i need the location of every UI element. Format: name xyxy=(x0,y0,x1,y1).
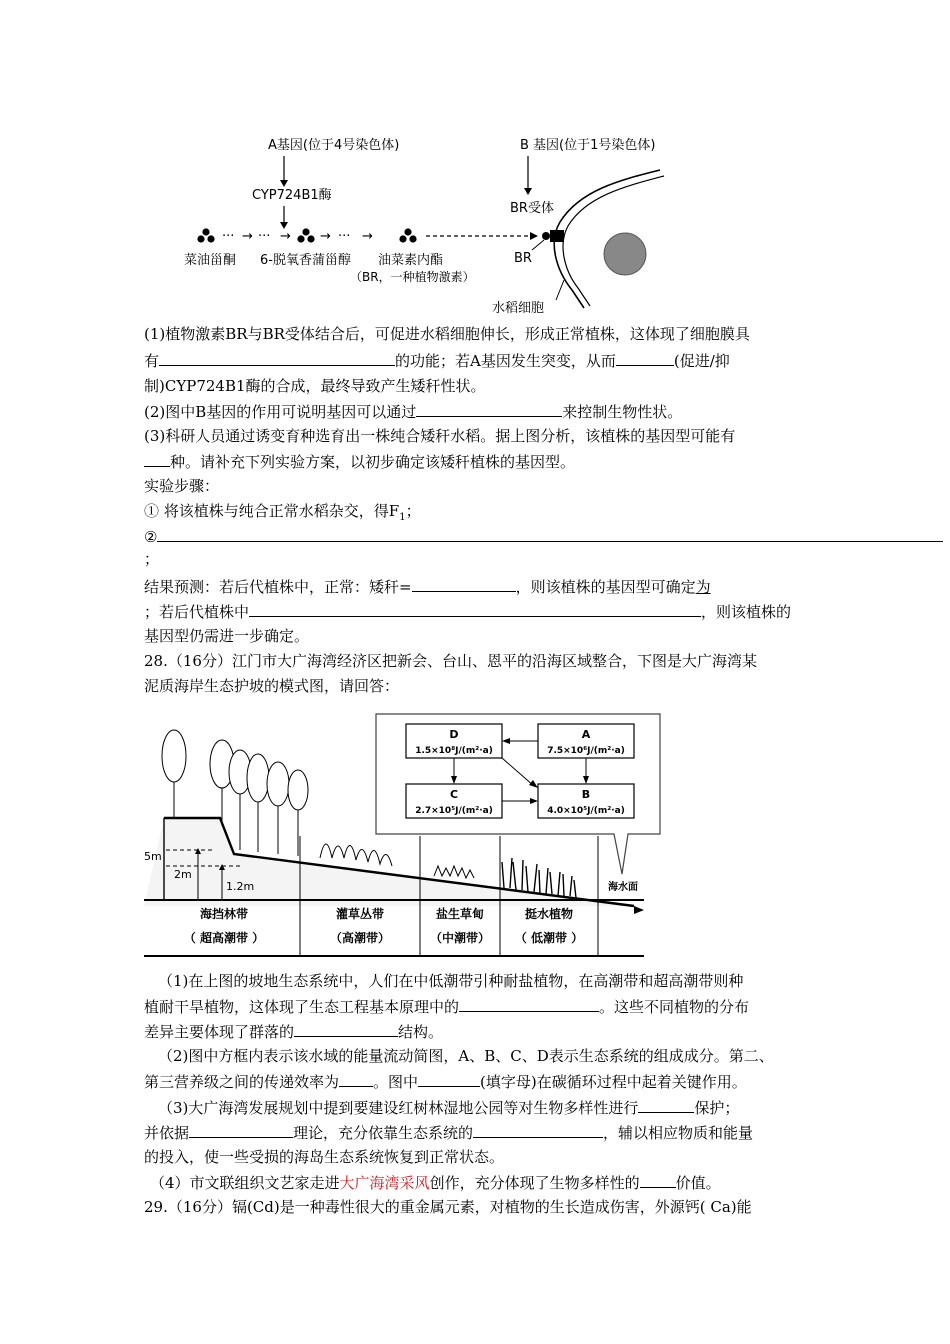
q28-s3-line3: 的投入，使一些受损的海岛生态系统恢复到正常状态。 xyxy=(144,1148,505,1166)
zone-name: 盐生草甸 xyxy=(435,907,485,921)
molecule-icon xyxy=(399,228,416,242)
q28-intro-line1: 28.（16分）江门市大广海湾经济区把新会、台山、恩平的沿海区域整合，下图是大广海湾某 xyxy=(144,652,757,670)
answer-blank[interactable] xyxy=(616,349,674,366)
answer-blank[interactable] xyxy=(144,450,170,467)
cell-membrane-outer xyxy=(554,170,660,308)
zone-tide: （ 超高潮带 ） xyxy=(183,931,265,945)
receptor-icon xyxy=(550,230,564,242)
q28-intro-line2: 泥质海岸生态护坡的模式图，请回答： xyxy=(144,677,400,695)
zone-name: 灌草丛带 xyxy=(335,907,385,921)
compound-3: 油菜素内酯 xyxy=(378,253,444,268)
q28-s2-line2: 第三营养级之间的传递效率为 。图中 (填字母)在碳循环过程中起着关键作用。 xyxy=(144,1070,747,1093)
compound-1: 菜油甾酮 xyxy=(184,253,237,268)
q27-part1-line1: (1)植物激素BR与BR受体结合后，可促进水稻细胞伸长，形成正常植株，这体现了细胞膜具 xyxy=(144,325,750,343)
cell-label: 水稻细胞 xyxy=(492,301,545,316)
compound-2: 6-脱氧香蒲甾醇 xyxy=(260,253,351,268)
slope-ecology-diagram xyxy=(144,706,664,960)
svg-text:B: B xyxy=(581,788,591,801)
q28-s1-line3: 差异主要体现了群落的 结构。 xyxy=(144,1020,443,1043)
prediction-line3: 基因型仍需进一步确定。 xyxy=(144,627,310,645)
svg-text:1.5×10⁸J/(m²·a): 1.5×10⁸J/(m²·a) xyxy=(415,746,493,756)
height-2m: 2m xyxy=(174,868,192,881)
pathway-dots-1: ··· xyxy=(222,229,235,244)
answer-blank[interactable] xyxy=(640,1171,676,1188)
svg-text:A: A xyxy=(581,728,591,741)
answer-blank[interactable] xyxy=(473,1121,603,1138)
br-pointer xyxy=(532,240,544,250)
zone-name: 海挡林带 xyxy=(199,907,249,921)
svg-text:4.0×10⁵J/(m²·a): 4.0×10⁵J/(m²·a) xyxy=(547,806,625,816)
grass-icon xyxy=(434,866,474,878)
q27-part1-line3: 制)CYP724B1酶的合成，最终导致产生矮秆性状。 xyxy=(144,377,486,395)
br-molecule xyxy=(542,232,550,240)
answer-blank[interactable] xyxy=(638,1096,694,1113)
box-C xyxy=(406,784,502,818)
zone-tide: （中潮带） xyxy=(429,931,491,945)
prediction-line1: 结果预测：若后代植株中，正常：矮秆= ，则该植株的基因型可确定为 xyxy=(144,575,711,598)
zone-tide: （ 低潮带 ） xyxy=(514,931,584,945)
step-2: ② xyxy=(144,525,943,548)
svg-text:7.5×10⁶J/(m²·a): 7.5×10⁶J/(m²·a) xyxy=(547,746,625,756)
answer-blank[interactable] xyxy=(157,525,943,542)
steps-heading: 实验步骤： xyxy=(144,477,220,495)
b-gene-label: B 基因(位于1号染色体) xyxy=(520,138,656,153)
pathway-dots-2: ··· xyxy=(258,229,271,244)
height-5m: 5m xyxy=(144,850,162,863)
answer-blank[interactable] xyxy=(416,400,562,417)
q27-part3-line1: (3)科研人员通过诱变育种选育出一株纯合矮秆水稻。据上图分析，该植株的基因型可能有 xyxy=(144,427,736,445)
step-1: ① 将该植株与纯合正常水稻杂交，得$F_1$； xyxy=(144,502,421,523)
pathway-arrow-1: → xyxy=(242,229,253,244)
answer-blank[interactable] xyxy=(159,349,395,366)
answer-blank[interactable] xyxy=(339,1070,373,1087)
br-note: （BR，一种植物激素） xyxy=(350,270,475,284)
answer-blank[interactable] xyxy=(189,1121,293,1138)
box-A xyxy=(538,724,634,758)
br-pathway-diagram xyxy=(180,130,690,320)
step-2-end: ； xyxy=(144,550,160,568)
pathway-arrow-2: → xyxy=(280,229,291,244)
answer-blank[interactable] xyxy=(459,995,599,1012)
pathway-dots-3: ··· xyxy=(338,229,351,244)
height-1.2m: 1.2m xyxy=(226,880,255,893)
box-D xyxy=(406,724,502,758)
nucleus-icon xyxy=(604,233,646,275)
q27-part2-line: (2)图中B基因的作用可说明基因可以通过 来控制生物性状。 xyxy=(144,400,682,423)
q27-part3-line2: 种。请补充下列实验方案，以初步确定该矮秆植株的基因型。 xyxy=(144,450,575,473)
highlighted-text: 大广海湾采风 xyxy=(339,1174,430,1192)
q29-line: 29.（16分）镉(Cd)是一种毒性很大的重金属元素，对植物的生长造成伤害，外源钙( Ca)能 xyxy=(144,1198,752,1216)
svg-text:2.7×10⁵J/(m²·a): 2.7×10⁵J/(m²·a) xyxy=(415,806,493,816)
br-receptor-label: BR受体 xyxy=(510,201,554,216)
q28-s3-line2: 并依据 理论，充分依靠生态系统的 ，辅以相应物质和能量 xyxy=(144,1121,753,1144)
answer-blank[interactable] xyxy=(412,575,516,592)
molecule-icon xyxy=(297,228,314,242)
zone-tide: （高潮带） xyxy=(329,931,391,945)
q27-part1-line2: 有 的功能；若A基因发生突变，从而 (促进/抑 xyxy=(144,349,730,372)
q28-s1-line1: （1)在上图的坡地生态系统中，人们在中低潮带引种耐盐植物，在高潮带和超高潮带则种 xyxy=(158,972,744,990)
q28-s2-line1: （2)图中方框内表示该水域的能量流动简图，A、B、C、D表示生态系统的组成成分。第二、 xyxy=(158,1047,774,1065)
br-label: BR xyxy=(514,251,532,266)
cell-pointer xyxy=(556,280,564,300)
answer-blank[interactable] xyxy=(249,600,701,617)
svg-text:D: D xyxy=(449,728,459,741)
enzyme-label: CYP724B1酶 xyxy=(252,188,332,203)
shrub-icon xyxy=(320,844,392,866)
sea-surface-label: 海水面 xyxy=(608,882,638,893)
molecule-icon xyxy=(197,228,214,242)
svg-text:C: C xyxy=(449,788,459,801)
answer-blank[interactable] xyxy=(418,1070,480,1087)
q28-s3-line1: （3)大广海湾发展规划中提到要建设红树林湿地公园等对生物多样性进行 保护； xyxy=(158,1096,739,1119)
box-B xyxy=(538,784,634,818)
q28-s4-line: （4）市文联组织文艺家走进大广海湾采风创作，充分体现了生物多样性的 价值。 xyxy=(150,1171,721,1194)
pathway-arrow-3: → xyxy=(320,229,331,244)
pathway-arrow-4: → xyxy=(362,229,373,244)
zone-name: 挺水植物 xyxy=(524,907,574,921)
prediction-line2: ；若后代植株中 ，则该植株的 xyxy=(144,600,791,623)
a-gene-label: A基因(位于4号染色体) xyxy=(268,138,400,153)
q28-s1-line2: 植耐干旱植物，这体现了生态工程基本原理中的 。这些不同植物的分布 xyxy=(144,995,749,1018)
answer-blank[interactable] xyxy=(294,1020,398,1037)
